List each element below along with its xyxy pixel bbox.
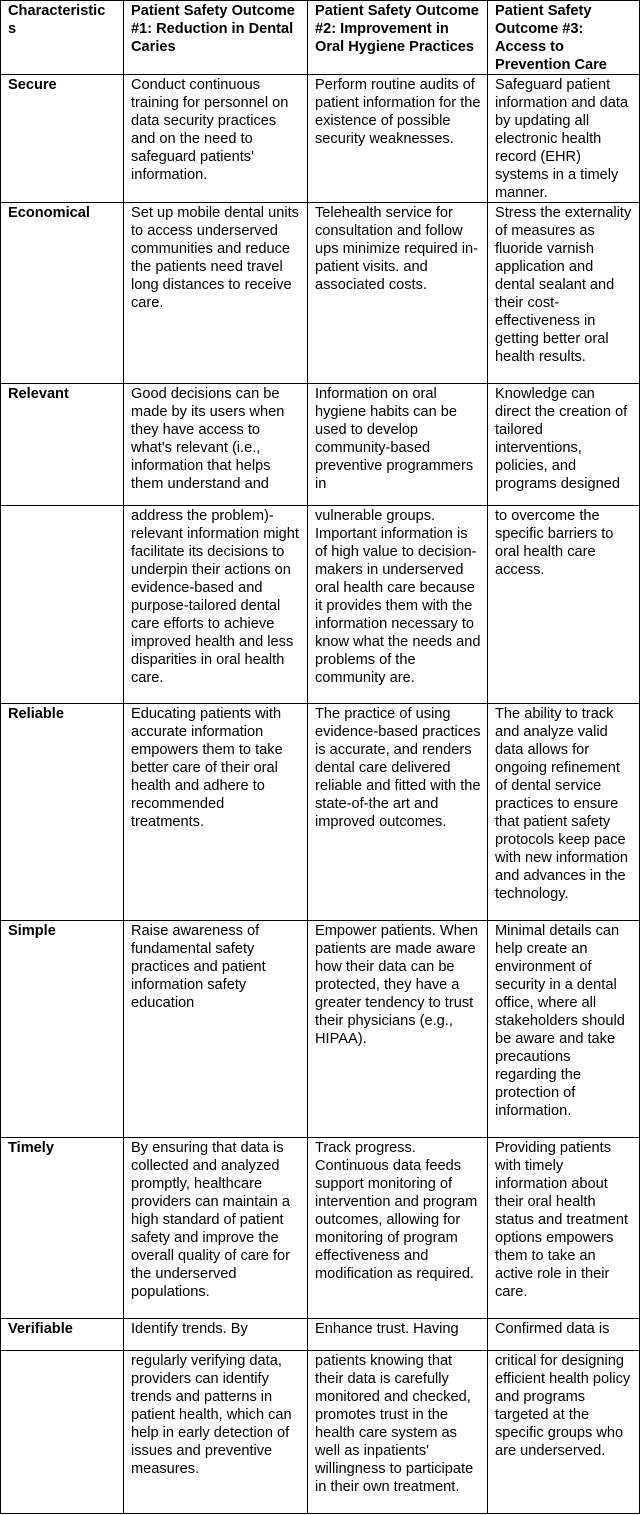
table-cell: to overcome the specific barriers to oral health care access. — [488, 506, 640, 704]
row-label — [1, 1351, 124, 1514]
table-cell: critical for designing efficient health policy and programs targeted at the specific groups who are underserved. — [488, 1351, 640, 1514]
row-label: Verifiable — [1, 1319, 124, 1351]
table-cell: Providing patients with timely information about their oral health status and treatment options empowers them to take an active role in their care. — [488, 1138, 640, 1319]
header-outcome-3: Patient Safety Outcome #3: Access to Prevention Care — [488, 1, 640, 75]
table-cell: Enhance trust. Having — [308, 1319, 488, 1351]
table-row — [1, 1351, 640, 1514]
table-cell: Telehealth service for consultation and follow ups minimize required in-patient visits. and associated costs. — [308, 203, 488, 384]
row-label: Reliable — [1, 704, 124, 921]
table-cell: The practice of using evidence-based practices is accurate, and renders dental care delivered reliable and fitted with the state-of-the art and improved outcomes. — [308, 704, 488, 921]
table-cell: address the problem)- relevant information might facilitate its decisions to underpin their actions on evidence-based and purpose-tailored dental care efforts to achieve improved health and less disparities in oral health care. — [124, 506, 308, 704]
row-label: Simple — [1, 921, 124, 1138]
table-cell: Good decisions can be made by its users when they have access to what's relevant (i.e., information that helps them understand and — [124, 384, 308, 506]
header-outcome-2: Patient Safety Outcome #2: Improvement in Oral Hygiene Practices — [308, 1, 488, 75]
row-label — [1, 506, 124, 704]
table-cell: Track progress. Continuous data feeds support monitoring of intervention and program outcomes, allowing for monitoring of program effectiveness and modification as required. — [308, 1138, 488, 1319]
table-cell: Safeguard patient information and data by updating all electronic health record (EHR) systems in a timely manner. — [488, 75, 640, 203]
table-cell: Stress the externality of measures as fluoride varnish application and dental sealant and their cost-effectiveness in getting better oral health results. — [488, 203, 640, 384]
row-label: Secure — [1, 75, 124, 203]
table-row — [1, 1138, 640, 1319]
table-row — [1, 1319, 640, 1351]
table-cell: Minimal details can help create an environment of security in a dental office, where all stakeholders should be aware and take precautions regarding the protection of information. — [488, 921, 640, 1138]
row-label: Economical — [1, 203, 124, 384]
table-row — [1, 75, 640, 203]
header-row — [1, 1, 640, 75]
table-row — [1, 203, 640, 384]
table-row — [1, 704, 640, 921]
table-cell: Set up mobile dental units to access underserved communities and reduce the patients need travel long distances to receive care. — [124, 203, 308, 384]
header-characteristics: Characteristic s — [1, 1, 124, 75]
table-cell: Conduct continuous training for personnel on data security practices and on the need to safeguard patients' information. — [124, 75, 308, 203]
table-cell: vulnerable groups. Important information is of high value to decision-makers in underserved oral health care because it provides them with the information necessary to know what the needs and problems of the community are. — [308, 506, 488, 704]
table-cell: The ability to track and analyze valid data allows for ongoing refinement of dental service practices to ensure that patient safety protocols keep pace with new information and advances in the technology. — [488, 704, 640, 921]
row-label: Relevant — [1, 384, 124, 506]
table-cell: Educating patients with accurate information empowers them to take better care of their oral health and adhere to recommended treatments. — [124, 704, 308, 921]
table-cell: Knowledge can direct the creation of tailored interventions, policies, and programs designed — [488, 384, 640, 506]
table-row — [1, 506, 640, 704]
table-cell: Empower patients. When patients are made aware how their data can be protected, they have a greater tendency to trust their physicians (e.g., HIPAA). — [308, 921, 488, 1138]
table-cell: Confirmed data is — [488, 1319, 640, 1351]
row-label: Timely — [1, 1138, 124, 1319]
table-cell: patients knowing that their data is carefully monitored and checked, promotes trust in the health care system as well as inpatients' willingness to participate in their own treatment. — [308, 1351, 488, 1514]
table-cell: Information on oral hygiene habits can be used to develop community-based preventive programmers in — [308, 384, 488, 506]
table-row — [1, 384, 640, 506]
table-cell: Identify trends. By — [124, 1319, 308, 1351]
table-cell: Perform routine audits of patient information for the existence of possible security weaknesses. — [308, 75, 488, 203]
table-row — [1, 921, 640, 1138]
table-cell: regularly verifying data, providers can identify trends and patterns in patient health, which can help in early detection of issues and preventive measures. — [124, 1351, 308, 1514]
table-cell: By ensuring that data is collected and analyzed promptly, healthcare providers can maintain a high standard of patient safety and improve the overall quality of care for the underserved populations. — [124, 1138, 308, 1319]
header-outcome-1: Patient Safety Outcome #1: Reduction in Dental Caries — [124, 1, 308, 75]
table-cell: Raise awareness of fundamental safety practices and patient information safety education — [124, 921, 308, 1138]
